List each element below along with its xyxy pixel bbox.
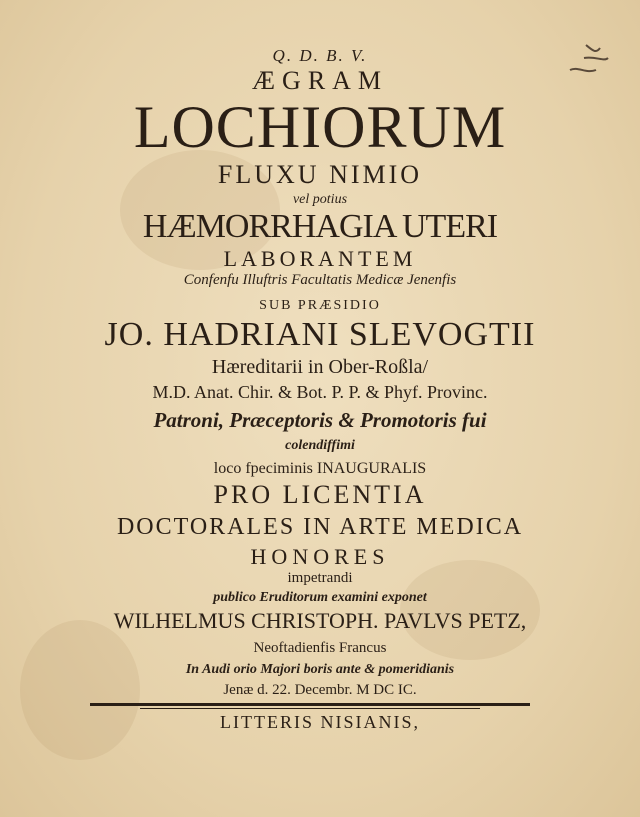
doctorales-line: DOCTORALES IN ARTE MEDICA bbox=[116, 514, 524, 540]
title-line-6: LABORANTEM bbox=[223, 246, 417, 271]
praeses-roles: Patroni, Præceptoris & Promotoris fui bbox=[153, 408, 487, 432]
examination-line: publico Eruditorum examini exponet bbox=[213, 590, 427, 605]
title-line-1: ÆGRAM bbox=[251, 66, 389, 95]
specimen-line: loco fpeciminis INAUGURALIS bbox=[213, 460, 427, 477]
praeses-estate: Hæreditarii in Ober-Roßla/ bbox=[211, 356, 429, 378]
honores-line: HONORES bbox=[250, 544, 390, 569]
imprint-rule-thin bbox=[140, 708, 480, 709]
praeside-label: SUB PRÆSIDIO bbox=[259, 298, 381, 313]
praeses-name: JO. HADRIANI SLEVOGTII bbox=[104, 316, 536, 353]
title-line-2: LOCHIORUM bbox=[133, 94, 507, 160]
date-line: Jenæ d. 22. Decembr. M DC IC. bbox=[223, 682, 417, 698]
title-line-5: HÆMORRHAGIA UTERI bbox=[142, 208, 498, 245]
praeses-titles: M.D. Anat. Chir. & Bot. P. P. & Phyf. Provinc. bbox=[152, 382, 488, 402]
honorific: colendiffimi bbox=[285, 438, 355, 453]
printer-line: LITTERIS NISIANIS, bbox=[220, 712, 420, 732]
invocation: Q. D. B. V. bbox=[272, 46, 368, 65]
venue-line: In Audi orio Majori boris ante & pomeridianis bbox=[185, 662, 455, 677]
title-line-4: vel potius bbox=[292, 192, 348, 207]
respondent-origin: Neoftadienfis Francus bbox=[253, 640, 387, 656]
imprint-rule bbox=[90, 703, 530, 706]
faculty-consent: Confenfu Illuftris Facultatis Medicæ Jenenfis bbox=[183, 272, 457, 288]
title-line-3: FLUXU NIMIO bbox=[217, 160, 423, 189]
impetrandi-line: impetrandi bbox=[287, 570, 353, 586]
respondent-name: WILHELMUS CHRISTOPH. PAVLVS PETZ, bbox=[113, 608, 527, 633]
pro-licentia: PRO LICENTIA bbox=[213, 480, 427, 509]
